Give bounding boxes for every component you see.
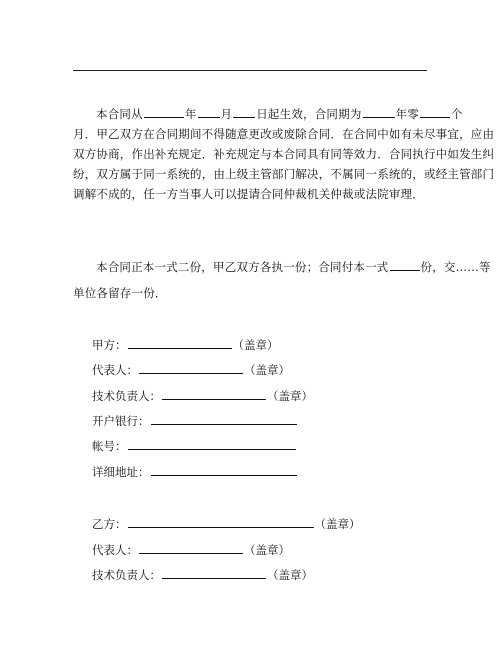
text-fragment: 年: [184, 107, 197, 121]
tech-lead-label: 技术负责人：: [92, 389, 161, 403]
party-b-tech-row: [92, 567, 313, 583]
representative-label: 代表人：: [92, 363, 138, 377]
text-fragment: 月: [220, 107, 233, 121]
party-a-account-row: [92, 438, 297, 454]
text-fragment: 份，交……等: [420, 260, 491, 274]
paragraph-line: 单位各留存一份．: [73, 286, 167, 300]
representative-field[interactable]: [139, 362, 243, 374]
seal-label: （盖章）: [244, 363, 290, 377]
copies-count-blank[interactable]: [390, 258, 420, 271]
seal-label: （盖章）: [244, 543, 290, 557]
party-b-label: 乙方：: [92, 517, 127, 531]
seal-label: （盖章）: [314, 517, 361, 531]
party-a-row: [92, 337, 279, 353]
term-years-blank[interactable]: [363, 105, 395, 118]
contract-term-continuation: [73, 124, 495, 204]
tech-lead-label: 技术负责人：: [92, 568, 161, 582]
term-months-blank[interactable]: [420, 105, 450, 118]
party-b-row: [92, 516, 361, 532]
party-b-representative-row: [92, 542, 290, 558]
seal-label: （盖章）: [232, 338, 279, 352]
tech-lead-field[interactable]: [162, 388, 266, 400]
bank-label: 开户银行：: [92, 414, 150, 428]
text-fragment: 年零: [395, 107, 419, 121]
party-a-tech-row: [92, 388, 313, 404]
text-fragment: 个: [450, 107, 463, 121]
party-b-field[interactable]: [128, 516, 314, 528]
representative-label: 代表人：: [92, 543, 138, 557]
paragraph-line: 纷，双方属于同一系统的，由上级主管部门解决，不属同一系统的，或经主管部门: [73, 167, 495, 181]
party-a-bank-row: [92, 413, 298, 429]
contract-term-paragraph: [73, 104, 463, 124]
copies-paragraph: [73, 257, 491, 277]
party-a-field[interactable]: [128, 337, 232, 349]
text-fragment: 本合同正本一式二份，甲乙双方各执一份；合同付本一式: [96, 260, 389, 274]
month-blank[interactable]: [198, 105, 220, 118]
paragraph-line: 双方协商，作出补充规定．补充规定与本合同具有同等效力．合同执行中如发生纠: [73, 147, 495, 161]
account-field[interactable]: [128, 438, 296, 450]
paragraph-line: [96, 257, 491, 277]
representative-field[interactable]: [139, 542, 243, 554]
seal-label: （盖章）: [267, 389, 313, 403]
copies-continuation: [73, 283, 433, 303]
account-label: 帐号：: [92, 439, 127, 453]
text-fragment: 日起生效，合同期为: [256, 107, 362, 121]
address-field[interactable]: [151, 464, 297, 476]
text-fragment: 本合同从: [96, 107, 143, 121]
address-label: 详细地址：: [92, 465, 150, 479]
day-blank[interactable]: [233, 105, 255, 118]
party-a-representative-row: [92, 362, 290, 378]
paragraph-line: 调解不成的，任一方当事人可以提请合同仲裁机关仲裁或法院审理．: [73, 187, 424, 201]
bank-field[interactable]: [151, 413, 297, 425]
party-a-address-row: [92, 464, 298, 480]
year-blank[interactable]: [144, 105, 184, 118]
party-a-label: 甲方：: [92, 338, 127, 352]
paragraph-line: 月．甲乙双方在合同期间不得随意更改或废除合同．在合同中如有未尽事宜，应由: [73, 127, 495, 141]
paragraph-line: [96, 104, 463, 124]
seal-label: （盖章）: [267, 568, 313, 582]
header-rule: [73, 70, 427, 71]
tech-lead-field[interactable]: [162, 567, 266, 579]
